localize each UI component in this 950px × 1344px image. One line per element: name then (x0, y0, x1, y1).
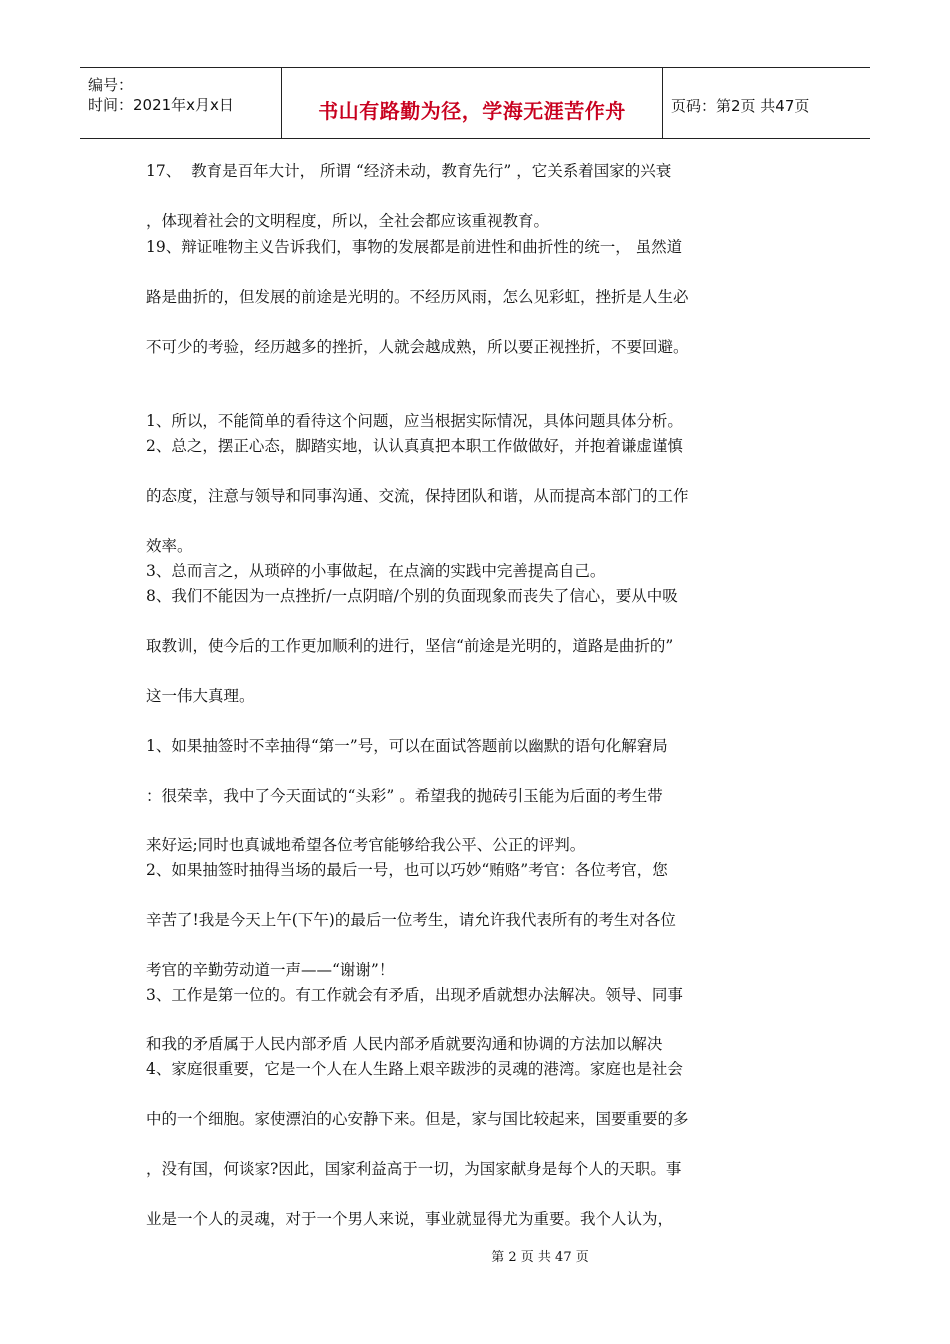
text-line: 辛苦了!我是今天上午(下午)的最后一位考生，请允许我代表所有的考生对各位 (146, 911, 676, 929)
doc-date: 时间：2021年x月x日 (88, 96, 234, 114)
header-motto-cell (282, 68, 663, 138)
text-line: 来好运;同时也真诚地希望各位考官能够给我公平、公正的评判。 (146, 836, 586, 854)
text-line: 4、家庭很重要，它是一个人在人生路上艰辛跋涉的灵魂的港湾。家庭也是社会 (146, 1060, 683, 1078)
text-line: 1、所以，不能简单的看待这个问题，应当根据实际情况，具体问题具体分析。 (146, 412, 683, 430)
header-meta-cell (80, 68, 282, 138)
text-line: 中的一个细胞。家使漂泊的心安静下来。但是，家与国比较起来，国要重要的多 (146, 1110, 689, 1128)
text-line: 的态度，注意与领导和同事沟通、交流，保持团队和谐，从而提高本部门的工作 (146, 487, 689, 505)
text-line: 2、总之，摆正心态，脚踏实地，认认真真把本职工作做做好，并抱着谦虚谨慎 (146, 437, 683, 455)
text-line: 17、 教育是百年大计， 所谓 “经济未动，教育先行” ，它关系着国家的兴衰 (146, 162, 672, 180)
text-line: 路是曲折的，但发展的前途是光明的。不经历风雨，怎么见彩虹，挫折是人生必 (146, 288, 689, 306)
doc-number-label: 编号： (88, 76, 134, 94)
text-line: 3、总而言之，从琐碎的小事做起，在点滴的实践中完善提高自己。 (146, 562, 606, 580)
text-line: 业是一个人的灵魂，对于一个男人来说，事业就显得尤为重要。我个人认为， (146, 1210, 674, 1228)
text-line: 和我的矛盾属于人民内部矛盾 人民内部矛盾就要沟通和协调的方法加以解决 (146, 1035, 663, 1053)
text-line: 效率。 (146, 537, 193, 555)
text-line: 取教训，使今后的工作更加顺利的进行，坚信“前途是光明的，道路是曲折的” (146, 637, 674, 655)
text-line: 1、如果抽签时不幸抽得“第一”号，可以在面试答题前以幽默的语句化解窘局 (146, 737, 668, 755)
text-line: 3、工作是第一位的。有工作就会有矛盾，出现矛盾就想办法解决。领导、同事 (146, 986, 683, 1004)
text-line: ，没有国，何谈家?因此，国家利益高于一切，为国家献身是每个人的天职。事 (146, 1160, 682, 1178)
text-line: 不可少的考验，经历越多的挫折，人就会越成熟，所以要正视挫折，不要回避。 (146, 338, 689, 356)
page-footer: 第 2 页 共 47 页 (491, 1250, 589, 1265)
header-page-cell (663, 68, 870, 138)
text-line: 8、我们不能因为一点挫折/一点阴暗/个别的负面现象而丧失了信心，要从中吸 (146, 587, 678, 605)
page-header (80, 67, 870, 139)
text-line: ：很荣幸，我中了今天面试的“头彩” 。希望我的抛砖引玉能为后面的考生带 (146, 787, 663, 805)
text-line: 这一伟大真理。 (146, 687, 255, 705)
header-motto: 书山有路勤为径，学海无涯苦作舟 (318, 99, 626, 123)
text-line: 考官的辛勤劳动道一声——“谢谢”！ (146, 961, 395, 979)
text-line: 19、辩证唯物主义告诉我们，事物的发展都是前进性和曲折性的统一， 虽然道 (146, 238, 683, 256)
text-line: 2、如果抽签时抽得当场的最后一号，也可以巧妙“贿赂”考官：各位考官，您 (146, 861, 668, 879)
header-page-info: 页码：第2页 共47页 (671, 97, 810, 115)
text-line: ，体现着社会的文明程度，所以，全社会都应该重视教育。 (146, 212, 550, 230)
